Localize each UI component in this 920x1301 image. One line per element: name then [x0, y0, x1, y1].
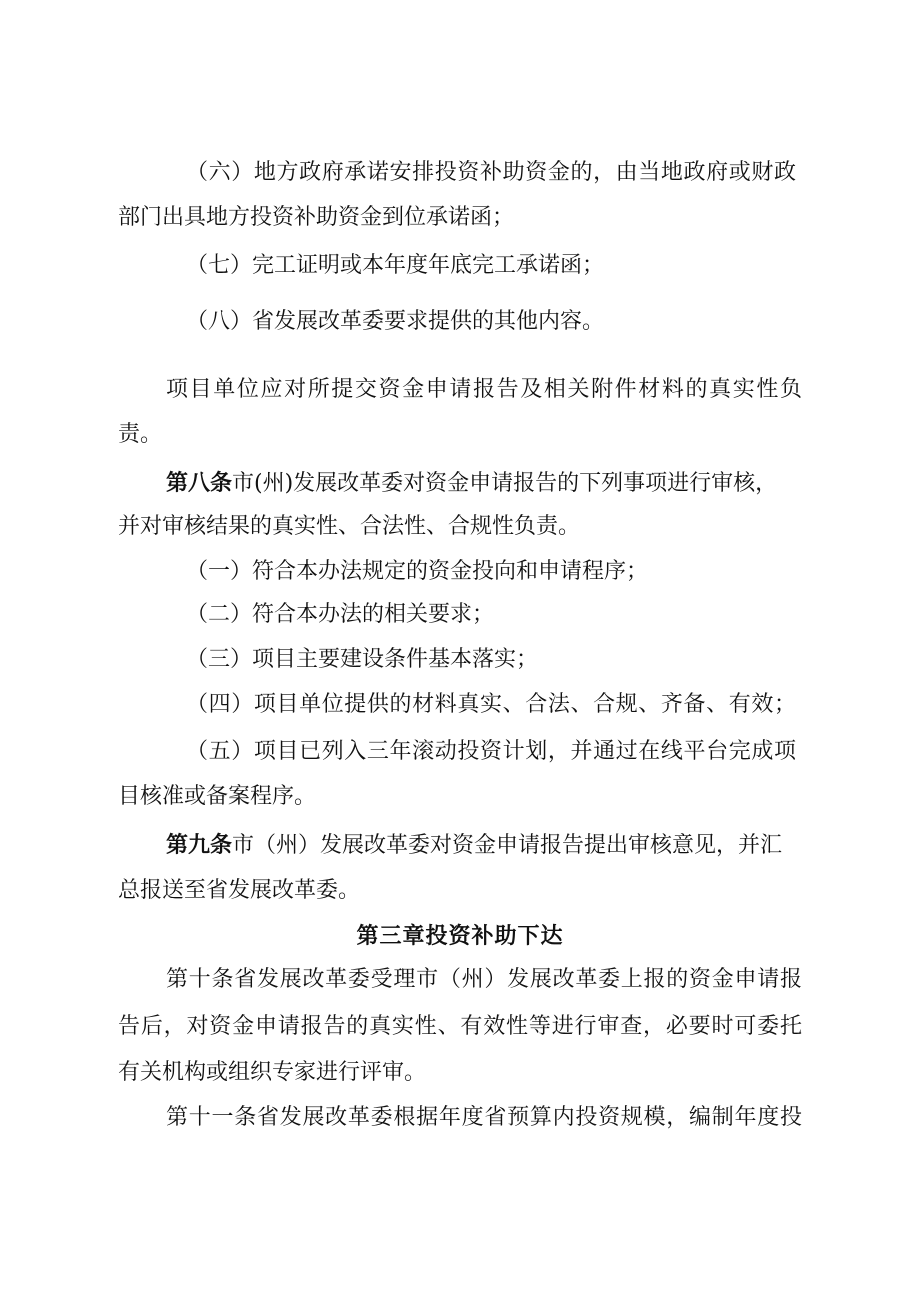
article-10-line-1: 第十条省发展改革委受理市（州）发展改革委上报的资金申请报 — [166, 967, 802, 992]
article-10-line-3: 有关机构或组织专家进行评审。 — [118, 1060, 427, 1085]
responsibility-line-2: 责。 — [118, 422, 163, 447]
article-8-item-2: （二）符合本办法的相关要求； — [186, 602, 495, 627]
article-8-item-3: （三）项目主要建设条件基本落实； — [186, 647, 539, 672]
item-6-line-1: （六）地方政府承诺安排投资补助资金的，由当地政府或财政 — [186, 160, 796, 185]
article-9-line-2: 总报送至省发展改革委。 — [118, 878, 361, 903]
article-8-item-5-line-2: 目核准或备案程序。 — [118, 784, 317, 809]
article-8-item-4: （四）项目单位提供的材料真实、合法、合规、齐备、有效； — [186, 692, 796, 717]
article-11-line-1: 第十一条省发展改革委根据年度省预算内投资规模，编制年度投 — [166, 1105, 802, 1130]
responsibility-line-1: 项目单位应对所提交资金申请报告及相关附件材料的真实性负 — [166, 377, 802, 402]
article-8-heading: 第八条 — [166, 471, 233, 496]
chapter-3-title: 第三章投资补助下达 — [356, 924, 564, 949]
article-8-item-5-line-1: （五）项目已列入三年滚动投资计划，并通过在线平台完成项 — [186, 739, 796, 764]
item-7: （七）完工证明或本年度年底完工承诺函； — [186, 253, 605, 278]
article-8-item-1: （一）符合本办法规定的资金投向和申请程序； — [186, 559, 649, 584]
article-8-line-1: 第八条市(州)发展改革委对资金申请报告的下列事项进行审核， — [166, 471, 778, 496]
item-8: （八）省发展改革委要求提供的其他内容。 — [186, 309, 605, 334]
item-6-line-2: 部门出具地方投资补助资金到位承诺函； — [118, 205, 515, 230]
article-10-line-2: 告后，对资金申请报告的真实性、有效性等进行审查，必要时可委托 — [118, 1014, 802, 1039]
article-9-heading: 第九条 — [166, 833, 233, 858]
article-8-line-2: 并对审核结果的真实性、合法性、合规性负责。 — [118, 514, 581, 539]
article-9-line-1: 第九条市（州）发展改革委对资金申请报告提出审核意见，并汇 — [166, 833, 783, 858]
